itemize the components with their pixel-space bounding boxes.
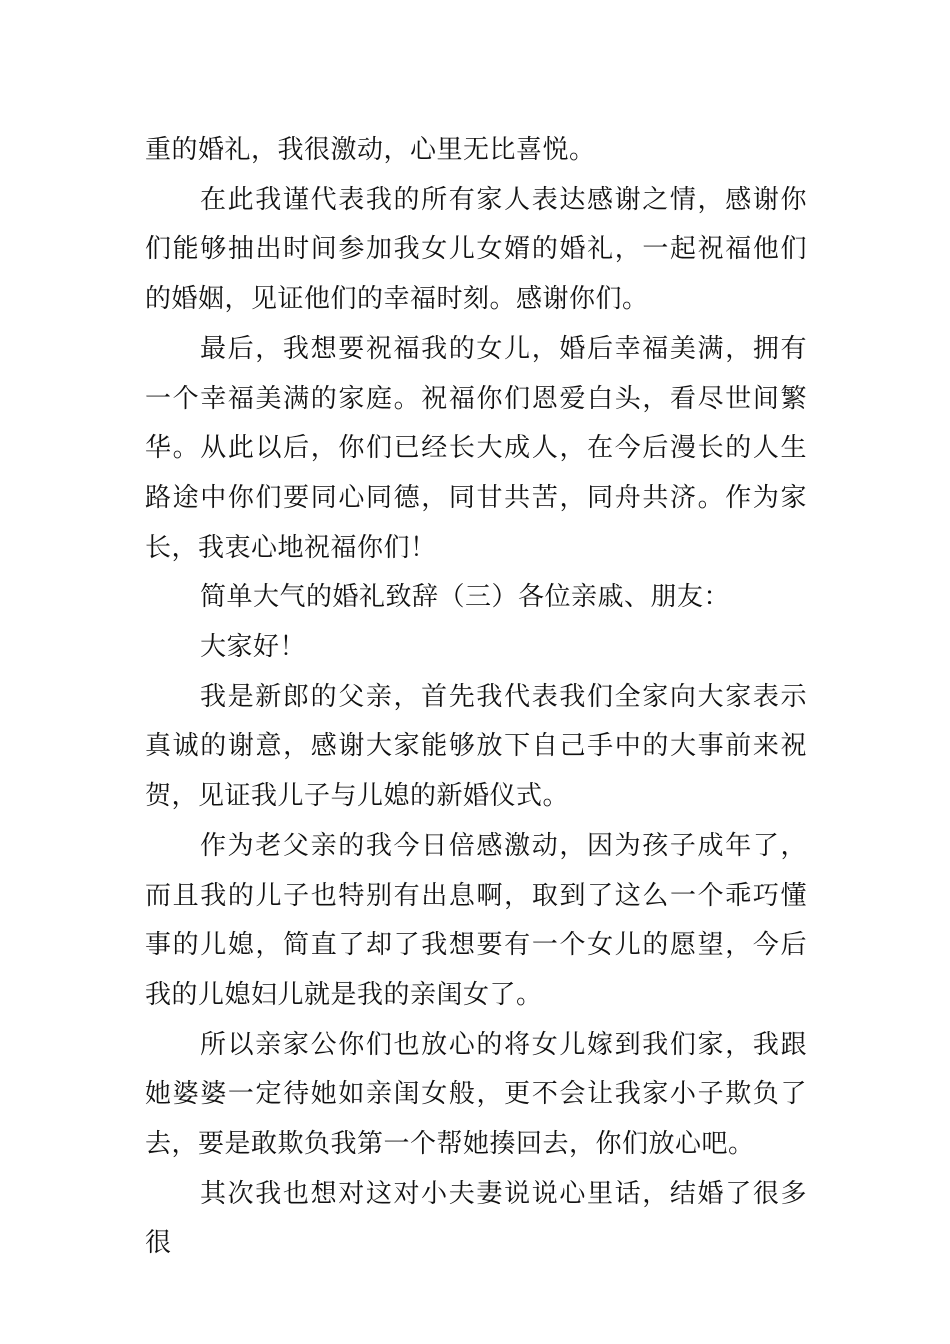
document-body — [145, 126, 807, 1269]
paragraph-8: 所以亲家公你们也放心的将女儿嫁到我们家，我跟她婆婆一定待她如亲闺女般，更不会让我家小子欺负了去，要是敢欺负我第一个帮她揍回去，你们放心吧。 — [145, 1029, 807, 1160]
paragraph-2: 在此我谨代表我的所有家人表达感谢之情，感谢你们能够抽出时间参加我女儿女婿的婚礼，一起祝福他们的婚姻，见证他们的幸福时刻。感谢你们。 — [145, 184, 807, 315]
paragraph-1: 重的婚礼，我很激动，心里无比喜悦。 — [145, 135, 596, 165]
paragraph-5-greeting: 大家好！ — [200, 632, 307, 663]
paragraph-3: 最后，我想要祝福我的女儿，婚后幸福美满，拥有一个幸福美满的家庭。祝福你们恩爱白头，看尽世间繁华。从此以后，你们已经长大成人，在今后漫长的人生路途中你们要同心同德，同甘共苦，同舟共济。作为家长，我衷心地祝福你们！ — [145, 333, 807, 563]
paragraph-6: 我是新郎的父亲，首先我代表我们全家向大家表示真诚的谢意，感谢大家能够放下自己手中的大事前来祝贺，见证我儿子与儿媳的新婚仪式。 — [145, 681, 807, 812]
paragraph-7: 作为老父亲的我今日倍感激动，因为孩子成年了，而且我的儿子也特别有出息啊，取到了这么一个乖巧懂事的儿媳，简直了却了我想要有一个女儿的愿望，今后我的儿媳妇儿就是我的亲闺女了。 — [145, 830, 807, 1010]
paragraph-9: 其次我也想对这对小夫妻说说心里话，结婚了很多很 — [145, 1178, 807, 1259]
paragraph-4-section-heading: 简单大气的婚礼致辞（三）各位亲戚、朋友： — [200, 582, 731, 613]
